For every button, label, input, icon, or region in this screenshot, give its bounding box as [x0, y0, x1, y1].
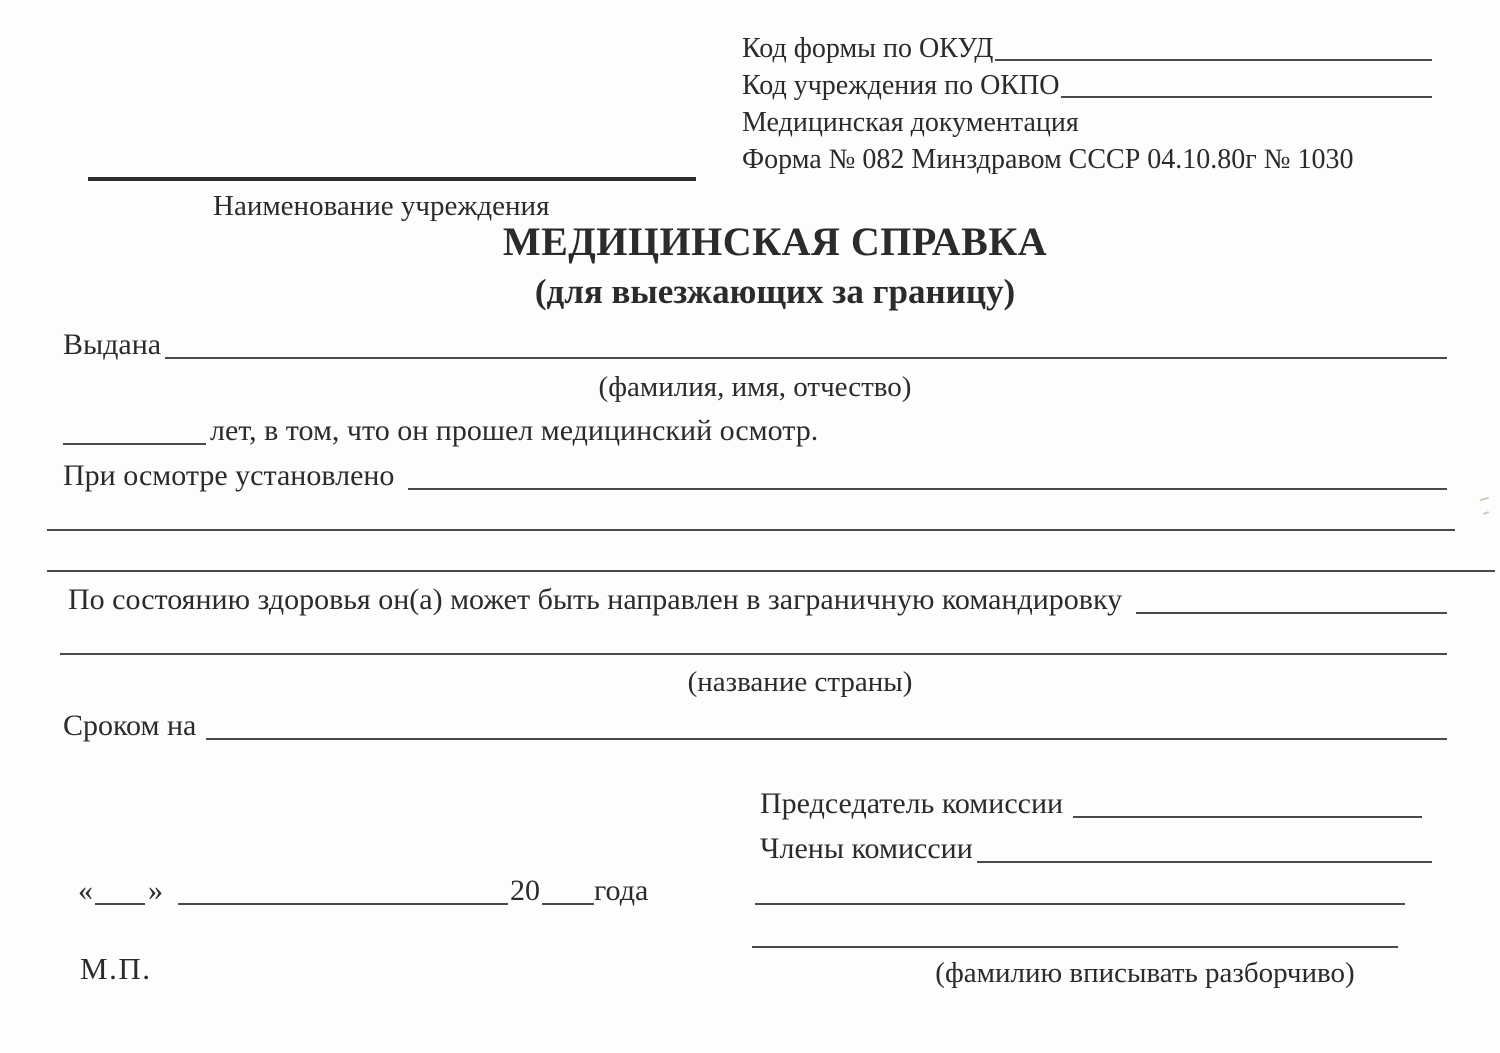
exam-extra-line-1: [47, 529, 1455, 531]
admin-header-block: [742, 30, 1432, 178]
age-row: [63, 412, 818, 450]
legible-hint: (фамилию вписывать разборчиво): [935, 957, 1355, 989]
open-quote: «: [78, 874, 93, 907]
chairman-blank-line: [1073, 816, 1422, 818]
chairman-label: Председатель комиссии: [760, 787, 1064, 820]
close-quote: »: [148, 874, 163, 907]
members-extra-line-2: [752, 946, 1398, 948]
term-row: [63, 707, 1447, 745]
year-suffix: года: [594, 874, 649, 907]
certificate-subtitle: (для выезжающих за границу): [534, 272, 1016, 311]
fitness-blank-line: [1136, 612, 1447, 614]
okpo-blank-line: [1061, 96, 1432, 98]
fitness-row: [68, 581, 1447, 619]
fio-hint: (фамилия, имя, отчество): [598, 371, 912, 403]
form-number-label: Форма № 082 Минздравом СССР 04.10.80г № 1030: [742, 144, 1354, 175]
exam-blank-line: [408, 488, 1447, 490]
date-row: [78, 872, 648, 910]
title-block: [50, 220, 1500, 312]
okud-row: [742, 30, 1432, 67]
issued-blank-line: [165, 357, 1447, 359]
members-label: Члены комиссии: [760, 832, 973, 865]
fitness-text: По состоянию здоровья он(а) может быть направлен в заграничную командировку: [68, 583, 1123, 616]
doc-type-row: [742, 104, 1432, 141]
issued-label: Выдана: [63, 328, 162, 361]
stamp-mp: М.П.: [80, 951, 152, 986]
issued-row: [63, 326, 1447, 364]
term-label: Сроком на: [63, 709, 197, 742]
scan-artifact: [1478, 494, 1492, 520]
month-blank-line: [178, 903, 508, 905]
term-blank-line: [206, 738, 1447, 740]
okud-blank-line: [995, 59, 1432, 61]
day-blank-line: [95, 903, 145, 905]
okpo-label: Код учреждения по ОКПО: [742, 70, 1060, 101]
institution-name-line: [88, 177, 696, 181]
exam-label: При осмотре установлено: [63, 459, 395, 492]
year-prefix: 20: [510, 874, 540, 907]
members-row: [760, 830, 1432, 868]
certificate-title: МЕДИЦИНСКАЯ СПРАВКА: [502, 219, 1048, 264]
institution-caption: Наименование учреждения: [213, 190, 550, 222]
chairman-row: [760, 785, 1422, 823]
year-blank-line: [542, 903, 594, 905]
members-extra-line-1: [755, 903, 1405, 905]
exam-extra-line-2: [47, 570, 1495, 572]
form-number-row: [742, 141, 1432, 178]
doc-type-label: Медицинская документация: [742, 107, 1079, 138]
country-hint: (название страны): [687, 666, 913, 698]
country-blank-line: [60, 653, 1447, 655]
members-blank-line: [977, 861, 1432, 863]
age-blank-line: [63, 443, 206, 445]
age-text: лет, в том, что он прошел медицинский осмотр.: [210, 414, 819, 447]
okpo-row: [742, 67, 1432, 104]
okud-label: Код формы по ОКУД: [742, 33, 994, 64]
exam-row: [63, 457, 1447, 495]
